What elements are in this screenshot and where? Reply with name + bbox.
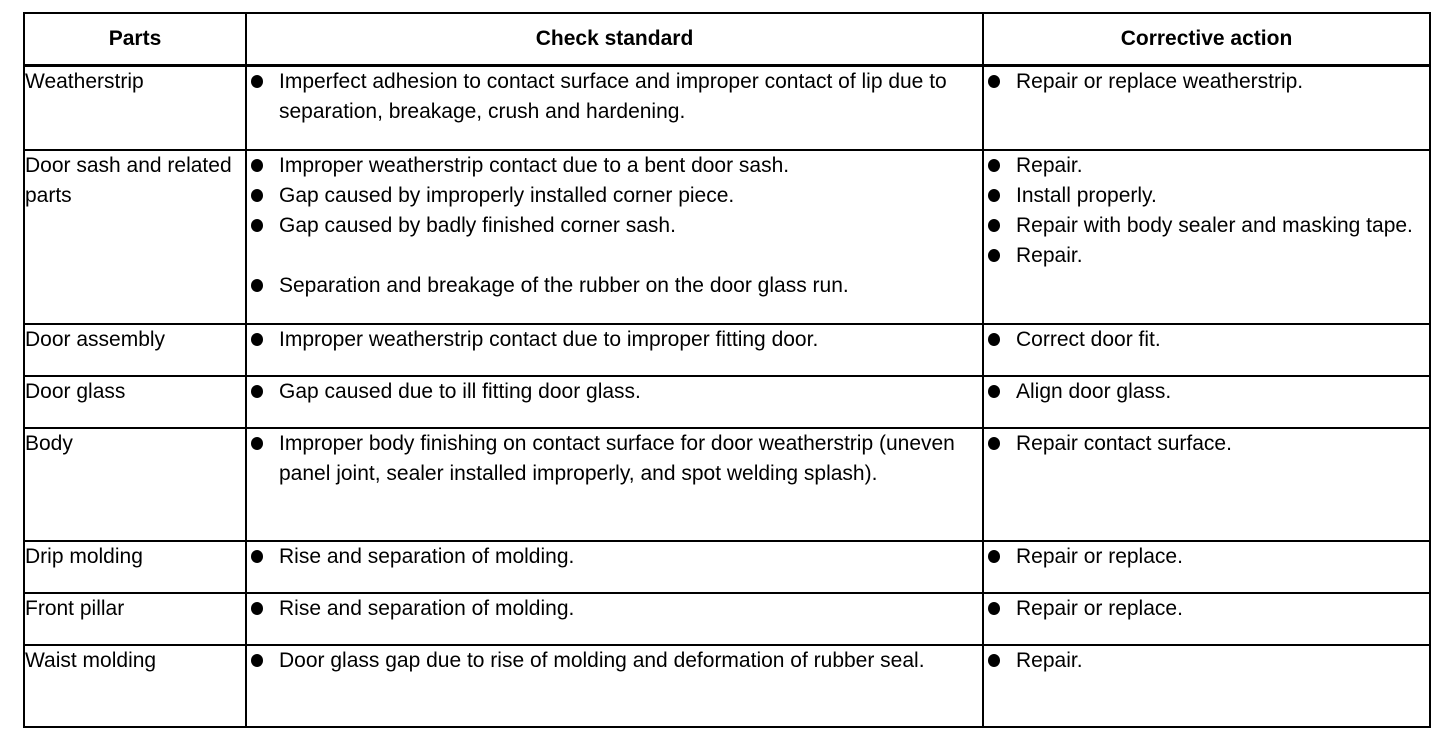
check-item: Improper body finishing on contact surface for door weatherstrip (uneven panel joint, sealer installed improperly, and spot welding splash). <box>247 429 982 489</box>
action-item: Repair or replace. <box>984 542 1429 572</box>
action-item: Align door glass. <box>984 377 1429 407</box>
action-cell <box>983 324 1430 376</box>
action-item: Repair or replace weatherstrip. <box>984 67 1429 97</box>
action-item: Repair. <box>984 151 1429 181</box>
check-item: Rise and separation of molding. <box>247 594 982 624</box>
header-corrective-action: Corrective action <box>983 13 1430 66</box>
check-cell <box>246 324 983 376</box>
action-cell <box>983 645 1430 727</box>
check-item: Gap caused due to ill fitting door glass. <box>247 377 982 407</box>
check-cell <box>246 376 983 428</box>
part-cell: Body <box>24 428 246 541</box>
action-cell <box>983 428 1430 541</box>
table-row <box>24 376 1430 428</box>
check-cell <box>246 66 983 150</box>
table-row <box>24 66 1430 150</box>
check-cell <box>246 645 983 727</box>
action-item: Correct door fit. <box>984 325 1429 355</box>
header-check-standard: Check standard <box>246 13 983 66</box>
header-row <box>24 13 1430 66</box>
action-item: Repair. <box>984 241 1429 271</box>
check-item: Gap caused by badly finished corner sash. <box>247 211 982 241</box>
check-item: Improper weatherstrip contact due to improper fitting door. <box>247 325 982 355</box>
action-cell <box>983 376 1430 428</box>
table-row <box>24 324 1430 376</box>
table-row <box>24 645 1430 727</box>
check-item: Gap caused by improperly installed corner piece. <box>247 181 982 211</box>
table-row <box>24 428 1430 541</box>
action-cell <box>983 150 1430 324</box>
part-cell: Front pillar <box>24 593 246 645</box>
part-cell: Door assembly <box>24 324 246 376</box>
check-cell <box>246 150 983 324</box>
part-cell: Door glass <box>24 376 246 428</box>
action-item: Repair. <box>984 646 1429 676</box>
part-cell: Drip molding <box>24 541 246 593</box>
table-row <box>24 150 1430 324</box>
table-row <box>24 541 1430 593</box>
action-cell <box>983 541 1430 593</box>
action-cell <box>983 593 1430 645</box>
action-item: Repair contact surface. <box>984 429 1429 459</box>
check-cell <box>246 428 983 541</box>
action-item: Repair with body sealer and masking tape. <box>984 211 1429 241</box>
inspection-table <box>23 12 1431 728</box>
check-item: Separation and breakage of the rubber on the door glass run. <box>247 271 982 301</box>
table-row <box>24 593 1430 645</box>
check-item: Rise and separation of molding. <box>247 542 982 572</box>
action-item: Repair or replace. <box>984 594 1429 624</box>
part-cell: Waist molding <box>24 645 246 727</box>
action-item: Install properly. <box>984 181 1429 211</box>
part-cell: Door sash and related parts <box>24 150 246 324</box>
check-item: Door glass gap due to rise of molding and deformation of rubber seal. <box>247 646 982 676</box>
check-cell <box>246 593 983 645</box>
check-cell <box>246 541 983 593</box>
action-cell <box>983 66 1430 150</box>
check-item: Imperfect adhesion to contact surface and improper contact of lip due to separation, breakage, crush and hardening. <box>247 67 982 127</box>
part-cell: Weatherstrip <box>24 66 246 150</box>
header-parts: Parts <box>24 13 246 66</box>
check-item: Improper weatherstrip contact due to a bent door sash. <box>247 151 982 181</box>
